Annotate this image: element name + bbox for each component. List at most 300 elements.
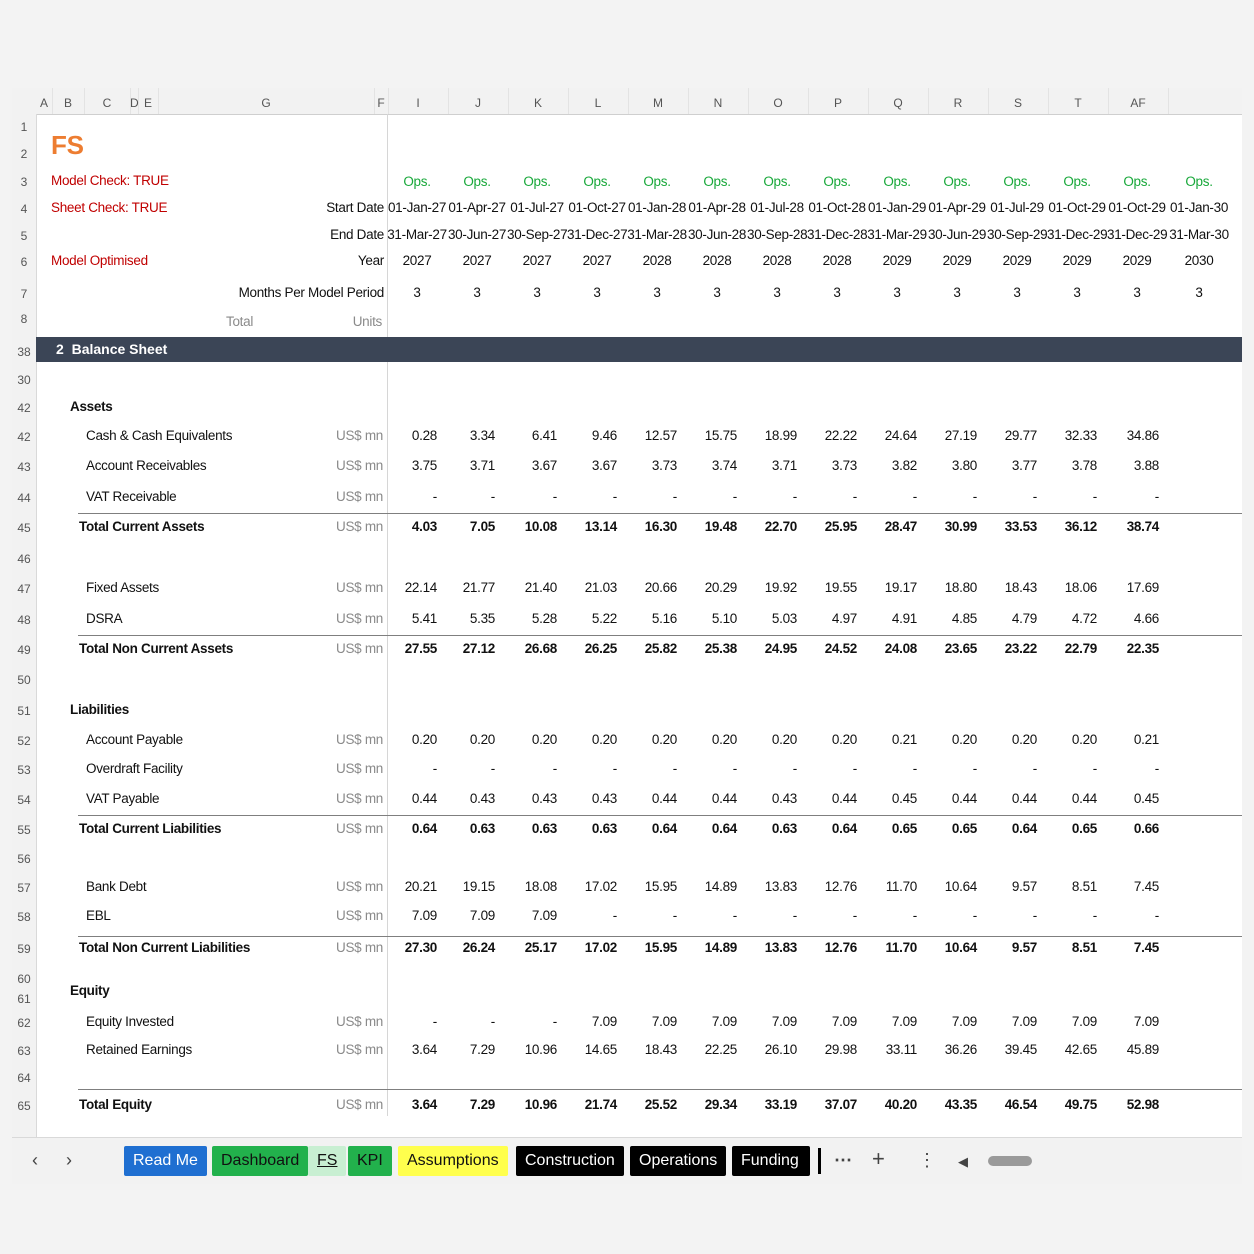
column-letter-m[interactable]: M <box>628 88 689 114</box>
value-cell[interactable]: 18.99 <box>764 428 797 443</box>
value-cell[interactable]: - <box>912 489 917 504</box>
value-cell[interactable]: 18.43 <box>1004 580 1037 595</box>
value-cell[interactable]: 22.35 <box>1126 641 1159 656</box>
value-cell[interactable]: 0.64 <box>651 821 677 836</box>
chevron-left-icon[interactable]: ‹ <box>32 1150 38 1170</box>
value-cell[interactable]: 5.03 <box>771 611 797 626</box>
value-cell[interactable]: 24.95 <box>764 641 797 656</box>
value-cell[interactable]: 7.09 <box>771 1014 797 1029</box>
value-cell[interactable]: - <box>490 489 495 504</box>
value-cell[interactable]: 12.76 <box>824 940 857 955</box>
value-cell[interactable]: - <box>672 489 677 504</box>
value-cell[interactable]: 0.64 <box>411 821 437 836</box>
value-cell[interactable]: 17.02 <box>584 940 617 955</box>
value-cell[interactable]: 0.65 <box>891 821 917 836</box>
value-cell[interactable]: 18.08 <box>524 879 557 894</box>
value-cell[interactable]: 0.43 <box>591 791 617 806</box>
value-cell[interactable]: 3.71 <box>771 458 797 473</box>
value-cell[interactable]: 26.24 <box>462 940 495 955</box>
value-cell[interactable]: 36.26 <box>944 1042 977 1057</box>
value-cell[interactable]: 3.82 <box>891 458 917 473</box>
column-letter-q[interactable]: Q <box>868 88 929 114</box>
value-cell[interactable]: - <box>852 761 857 776</box>
value-cell[interactable]: 25.95 <box>824 519 857 534</box>
value-cell[interactable]: 21.77 <box>462 580 495 595</box>
value-cell[interactable]: 28.47 <box>884 519 917 534</box>
value-cell[interactable]: 0.20 <box>531 732 557 747</box>
value-cell[interactable]: 0.65 <box>951 821 977 836</box>
value-cell[interactable]: - <box>912 761 917 776</box>
horizontal-scrollbar-thumb[interactable] <box>988 1156 1032 1166</box>
value-cell[interactable]: 11.70 <box>885 879 917 894</box>
value-cell[interactable]: 9.57 <box>1011 879 1037 894</box>
value-cell[interactable]: 7.09 <box>469 908 495 923</box>
value-cell[interactable]: 0.43 <box>531 791 557 806</box>
value-cell[interactable]: 26.25 <box>584 641 617 656</box>
value-cell[interactable]: 15.75 <box>704 428 737 443</box>
column-letter-a[interactable]: A <box>36 88 53 114</box>
row-number[interactable]: 5 <box>20 229 28 243</box>
tab-kpi[interactable]: KPI <box>348 1146 392 1176</box>
column-letter-t[interactable]: T <box>1048 88 1109 114</box>
row-number[interactable]: 45 <box>17 521 31 535</box>
column-letter-g[interactable]: G <box>158 88 375 114</box>
value-cell[interactable]: 7.09 <box>1011 1014 1037 1029</box>
value-cell[interactable]: 0.63 <box>591 821 617 836</box>
value-cell[interactable]: 25.38 <box>704 641 737 656</box>
tab-construction[interactable]: Construction <box>516 1146 624 1176</box>
value-cell[interactable]: 40.20 <box>884 1097 917 1112</box>
period-flags: Ops. <box>883 174 911 189</box>
value-cell[interactable]: 7.29 <box>469 1042 495 1057</box>
value-cell[interactable]: 10.64 <box>944 879 977 894</box>
column-header-bar <box>12 88 1242 115</box>
row-number[interactable]: 46 <box>17 552 31 566</box>
period-end-dates: 30-Jun-28 <box>687 227 747 242</box>
value-cell[interactable]: 4.66 <box>1133 611 1159 626</box>
period-start-dates: 01-Jan-27 <box>387 200 447 215</box>
value-cell[interactable]: 0.20 <box>469 732 495 747</box>
value-cell[interactable]: 25.82 <box>644 641 677 656</box>
value-cell[interactable]: 0.20 <box>771 732 797 747</box>
value-cell[interactable]: 15.95 <box>644 940 677 955</box>
value-cell[interactable]: - <box>612 761 617 776</box>
value-cell[interactable]: 22.25 <box>704 1042 737 1057</box>
value-cell[interactable]: 7.09 <box>1071 1014 1097 1029</box>
value-cell[interactable]: 3.74 <box>711 458 737 473</box>
tab-funding[interactable]: Funding <box>732 1146 810 1176</box>
value-cell[interactable]: 27.12 <box>462 641 495 656</box>
value-cell[interactable]: 14.89 <box>704 940 737 955</box>
period-start-dates: 01-Apr-29 <box>928 200 986 215</box>
value-cell[interactable]: - <box>792 908 797 923</box>
value-cell[interactable]: 20.66 <box>644 580 677 595</box>
column-letter-n[interactable]: N <box>688 88 749 114</box>
row-number[interactable]: 63 <box>17 1044 31 1058</box>
value-cell[interactable]: - <box>972 908 977 923</box>
value-cell[interactable]: 7.09 <box>531 908 557 923</box>
value-cell[interactable]: - <box>852 489 857 504</box>
value-cell[interactable]: 14.89 <box>704 879 737 894</box>
value-cell[interactable]: 0.44 <box>411 791 437 806</box>
value-cell[interactable]: 14.65 <box>584 1042 617 1057</box>
value-cell[interactable]: 0.63 <box>469 821 495 836</box>
value-cell[interactable]: 3.64 <box>411 1097 437 1112</box>
row-number[interactable]: 1 <box>20 120 28 134</box>
value-cell[interactable]: 4.97 <box>831 611 857 626</box>
row-number[interactable]: 64 <box>17 1071 31 1085</box>
value-cell[interactable]: - <box>432 761 437 776</box>
row-number[interactable]: 48 <box>17 613 31 627</box>
value-cell[interactable]: 25.17 <box>524 940 557 955</box>
spreadsheet-grid[interactable] <box>12 88 1242 1184</box>
value-cell[interactable]: 0.64 <box>711 821 737 836</box>
value-cell[interactable]: 27.19 <box>944 428 977 443</box>
value-cell[interactable]: 7.05 <box>469 519 495 534</box>
value-cell[interactable]: 34.86 <box>1126 428 1159 443</box>
value-cell[interactable]: 16.30 <box>644 519 677 534</box>
value-cell[interactable]: 8.51 <box>1071 940 1097 955</box>
value-cell[interactable]: - <box>1154 908 1159 923</box>
value-cell[interactable]: 9.46 <box>591 428 617 443</box>
value-cell[interactable]: 11.70 <box>885 940 917 955</box>
tab-assumptions[interactable]: Assumptions <box>398 1146 508 1176</box>
tab-fs[interactable]: FS <box>308 1146 346 1176</box>
row-number[interactable]: 7 <box>20 287 28 301</box>
value-cell[interactable]: 17.02 <box>584 879 617 894</box>
value-cell[interactable]: 0.45 <box>1133 791 1159 806</box>
value-cell[interactable]: 49.75 <box>1064 1097 1097 1112</box>
value-cell[interactable]: 23.22 <box>1004 641 1037 656</box>
row-number[interactable]: 4 <box>20 202 28 216</box>
value-cell[interactable]: 3.67 <box>591 458 617 473</box>
value-cell[interactable]: 27.30 <box>404 940 437 955</box>
value-cell[interactable]: 52.98 <box>1126 1097 1159 1112</box>
value-cell[interactable]: 29.77 <box>1004 428 1037 443</box>
value-cell[interactable]: 7.45 <box>1133 879 1159 894</box>
row-number[interactable]: 55 <box>17 823 31 837</box>
row-number[interactable]: 62 <box>17 1016 31 1030</box>
column-letter-k[interactable]: K <box>508 88 569 114</box>
caret-left-icon[interactable]: ◀ <box>958 1154 968 1169</box>
value-cell[interactable]: 4.72 <box>1071 611 1097 626</box>
row-number[interactable]: 47 <box>17 582 31 596</box>
value-cell[interactable]: 33.11 <box>885 1042 917 1057</box>
column-letter-af[interactable]: AF <box>1108 88 1169 114</box>
row-number[interactable]: 6 <box>20 255 28 269</box>
row-number[interactable]: 57 <box>17 881 31 895</box>
value-cell[interactable]: 0.28 <box>411 428 437 443</box>
value-cell[interactable]: 7.09 <box>651 1014 677 1029</box>
value-cell[interactable]: 7.45 <box>1133 940 1159 955</box>
value-cell[interactable]: 3.64 <box>411 1042 437 1057</box>
row-number[interactable]: 53 <box>17 763 31 777</box>
value-cell[interactable]: 19.92 <box>764 580 797 595</box>
value-cell[interactable]: 5.16 <box>651 611 677 626</box>
column-letter-c[interactable]: C <box>84 88 131 114</box>
column-letter-f[interactable]: F <box>374 88 389 114</box>
value-cell[interactable]: - <box>552 489 557 504</box>
value-cell[interactable]: 45.89 <box>1126 1042 1159 1057</box>
value-cell[interactable]: 3.73 <box>831 458 857 473</box>
value-cell[interactable]: 0.44 <box>651 791 677 806</box>
value-cell[interactable]: 4.03 <box>411 519 437 534</box>
value-cell[interactable]: 3.71 <box>469 458 495 473</box>
value-cell[interactable]: 0.64 <box>1011 821 1037 836</box>
row-number[interactable]: 65 <box>17 1099 31 1113</box>
value-cell[interactable]: 0.20 <box>591 732 617 747</box>
value-cell[interactable]: 21.40 <box>524 580 557 595</box>
value-cell[interactable]: 19.48 <box>704 519 737 534</box>
value-cell[interactable]: 3.67 <box>531 458 557 473</box>
value-cell[interactable]: 0.65 <box>1071 821 1097 836</box>
value-cell[interactable]: 0.20 <box>411 732 437 747</box>
value-cell[interactable]: 20.29 <box>704 580 737 595</box>
value-cell[interactable]: 22.22 <box>824 428 857 443</box>
value-cell[interactable]: 7.09 <box>1133 1014 1159 1029</box>
value-cell[interactable]: - <box>972 489 977 504</box>
value-cell[interactable]: 3.34 <box>469 428 495 443</box>
value-cell[interactable]: - <box>1032 489 1037 504</box>
value-cell[interactable]: - <box>852 908 857 923</box>
row-number[interactable]: 54 <box>17 793 31 807</box>
tab-dashboard[interactable]: Dashboard <box>212 1146 308 1176</box>
value-cell[interactable]: 7.09 <box>831 1014 857 1029</box>
value-cell[interactable]: 17.69 <box>1126 580 1159 595</box>
column-letter-l[interactable]: L <box>568 88 629 114</box>
row-number[interactable]: 38 <box>17 345 31 359</box>
value-cell[interactable]: - <box>792 489 797 504</box>
value-cell[interactable]: 19.17 <box>884 580 917 595</box>
value-cell[interactable]: 9.57 <box>1011 940 1037 955</box>
value-cell[interactable]: 37.07 <box>824 1097 857 1112</box>
value-cell[interactable]: - <box>792 761 797 776</box>
value-cell[interactable]: 6.41 <box>531 428 557 443</box>
value-cell[interactable]: 26.10 <box>764 1042 797 1057</box>
value-cell[interactable]: 10.96 <box>524 1097 557 1112</box>
value-cell[interactable]: 5.35 <box>469 611 495 626</box>
value-cell[interactable]: 39.45 <box>1004 1042 1037 1057</box>
value-cell[interactable]: - <box>432 1014 437 1029</box>
value-cell[interactable]: 0.66 <box>1133 821 1159 836</box>
value-cell[interactable]: 4.91 <box>891 611 917 626</box>
value-cell[interactable]: 5.28 <box>531 611 557 626</box>
value-cell[interactable]: 0.64 <box>831 821 857 836</box>
value-cell[interactable]: 24.08 <box>884 641 917 656</box>
value-cell[interactable]: 18.80 <box>944 580 977 595</box>
row-number[interactable]: 8 <box>20 312 28 326</box>
value-cell[interactable]: 0.63 <box>531 821 557 836</box>
row-number[interactable]: 30 <box>17 373 31 387</box>
value-cell[interactable]: 23.65 <box>944 641 977 656</box>
value-cell[interactable]: 26.68 <box>524 641 557 656</box>
plus-icon[interactable]: + <box>872 1146 885 1171</box>
row-number[interactable]: 56 <box>17 852 31 866</box>
value-cell[interactable]: 32.33 <box>1064 428 1097 443</box>
value-cell[interactable]: 0.44 <box>831 791 857 806</box>
value-cell[interactable]: 7.09 <box>591 1014 617 1029</box>
value-cell[interactable]: 3.77 <box>1011 458 1037 473</box>
value-cell[interactable]: 4.79 <box>1011 611 1037 626</box>
value-cell[interactable]: 13.14 <box>584 519 617 534</box>
value-cell[interactable]: 3.75 <box>411 458 437 473</box>
value-cell[interactable]: - <box>732 489 737 504</box>
value-cell[interactable]: 22.70 <box>764 519 797 534</box>
row-number[interactable]: 51 <box>17 704 31 718</box>
value-cell[interactable]: - <box>432 489 437 504</box>
value-cell[interactable]: 21.74 <box>584 1097 617 1112</box>
row-number[interactable]: 44 <box>17 491 31 505</box>
value-cell[interactable]: 0.43 <box>771 791 797 806</box>
row-number[interactable]: 60 <box>17 972 31 986</box>
value-cell[interactable]: 22.79 <box>1064 641 1097 656</box>
value-cell[interactable]: 0.20 <box>651 732 677 747</box>
value-cell[interactable]: 42.65 <box>1064 1042 1097 1057</box>
ellipsis-icon[interactable]: ⋯ <box>834 1150 852 1170</box>
value-cell[interactable]: 0.44 <box>1011 791 1037 806</box>
value-cell[interactable]: 24.52 <box>824 641 857 656</box>
value-cell[interactable]: 0.20 <box>1011 732 1037 747</box>
value-cell[interactable]: - <box>1092 489 1097 504</box>
value-cell[interactable]: 18.43 <box>644 1042 677 1057</box>
row-number[interactable]: 59 <box>17 942 31 956</box>
value-cell[interactable]: - <box>972 761 977 776</box>
value-cell[interactable]: 25.52 <box>644 1097 677 1112</box>
value-cell[interactable]: 3.80 <box>951 458 977 473</box>
value-cell[interactable]: - <box>1032 908 1037 923</box>
value-cell[interactable]: 30.99 <box>944 519 977 534</box>
value-cell[interactable]: 0.20 <box>951 732 977 747</box>
value-cell[interactable]: 0.44 <box>711 791 737 806</box>
value-cell[interactable]: - <box>612 908 617 923</box>
value-cell[interactable]: - <box>912 908 917 923</box>
value-cell[interactable]: 0.21 <box>1133 732 1159 747</box>
value-cell[interactable]: - <box>612 489 617 504</box>
value-cell[interactable]: 13.83 <box>764 940 797 955</box>
value-cell[interactable]: 20.21 <box>404 879 437 894</box>
row-number[interactable]: 42 <box>17 401 31 415</box>
value-cell[interactable]: 12.57 <box>644 428 677 443</box>
vertical-dots-icon[interactable]: ⋮ <box>918 1150 936 1170</box>
value-cell[interactable]: 4.85 <box>951 611 977 626</box>
value-cell[interactable]: 36.12 <box>1064 519 1097 534</box>
row-number[interactable]: 50 <box>17 673 31 687</box>
row-number[interactable]: 49 <box>17 643 31 657</box>
value-cell[interactable]: 5.22 <box>591 611 617 626</box>
value-cell[interactable]: 0.63 <box>771 821 797 836</box>
value-cell[interactable]: - <box>732 761 737 776</box>
value-cell[interactable]: 27.55 <box>404 641 437 656</box>
value-cell[interactable]: 12.76 <box>824 879 857 894</box>
value-cell[interactable]: 29.34 <box>704 1097 737 1112</box>
value-cell[interactable]: - <box>490 761 495 776</box>
value-cell[interactable]: 0.44 <box>951 791 977 806</box>
row-number[interactable]: 58 <box>17 910 31 924</box>
chevron-right-icon[interactable]: › <box>66 1150 72 1170</box>
value-cell[interactable]: - <box>1092 761 1097 776</box>
value-cell[interactable]: 46.54 <box>1004 1097 1037 1112</box>
value-cell[interactable]: 5.41 <box>411 611 437 626</box>
column-letter-r[interactable]: R <box>928 88 989 114</box>
value-cell[interactable]: 7.09 <box>411 908 437 923</box>
row-number[interactable]: 43 <box>17 460 31 474</box>
value-cell[interactable]: - <box>552 761 557 776</box>
column-letter-d[interactable]: D <box>130 88 139 114</box>
value-cell[interactable]: 13.83 <box>764 879 797 894</box>
value-cell[interactable]: 7.09 <box>951 1014 977 1029</box>
row-number[interactable]: 61 <box>17 992 31 1006</box>
tab-read-me[interactable]: Read Me <box>124 1146 207 1176</box>
value-cell[interactable]: 0.44 <box>1071 791 1097 806</box>
value-cell[interactable]: 10.96 <box>524 1042 557 1057</box>
value-cell[interactable]: 0.43 <box>469 791 495 806</box>
value-cell[interactable]: 0.21 <box>891 732 917 747</box>
value-cell[interactable]: 24.64 <box>884 428 917 443</box>
value-cell[interactable]: 19.55 <box>824 580 857 595</box>
value-cell[interactable]: 33.53 <box>1004 519 1037 534</box>
column-letter-b[interactable]: B <box>52 88 85 114</box>
value-cell[interactable]: - <box>672 908 677 923</box>
period-end-dates: 30-Jun-29 <box>927 227 987 242</box>
row-number[interactable]: 2 <box>20 147 28 161</box>
value-cell[interactable]: 15.95 <box>644 879 677 894</box>
value-cell[interactable]: 19.15 <box>462 879 495 894</box>
value-cell[interactable]: 21.03 <box>584 580 617 595</box>
value-cell[interactable]: 8.51 <box>1071 879 1097 894</box>
value-cell[interactable]: 3.88 <box>1133 458 1159 473</box>
value-cell[interactable]: - <box>490 1014 495 1029</box>
value-cell[interactable]: 43.35 <box>944 1097 977 1112</box>
value-cell[interactable]: - <box>1154 489 1159 504</box>
value-cell[interactable]: 3.78 <box>1071 458 1097 473</box>
value-cell[interactable]: 3.73 <box>651 458 677 473</box>
column-letter-o[interactable]: O <box>748 88 809 114</box>
value-cell[interactable]: 0.20 <box>711 732 737 747</box>
row-number[interactable]: 42 <box>17 430 31 444</box>
value-cell[interactable]: 29.98 <box>824 1042 857 1057</box>
row-number[interactable]: 52 <box>17 734 31 748</box>
column-letter-e[interactable]: E <box>138 88 159 114</box>
value-cell[interactable]: - <box>1092 908 1097 923</box>
end-date-label: End Date <box>330 227 384 242</box>
column-letter-i[interactable]: I <box>388 88 449 114</box>
value-cell[interactable]: 22.14 <box>404 580 437 595</box>
value-cell[interactable]: 7.09 <box>711 1014 737 1029</box>
value-cell[interactable]: 0.20 <box>1071 732 1097 747</box>
column-letter-j[interactable]: J <box>448 88 509 114</box>
value-cell[interactable]: 5.10 <box>711 611 737 626</box>
value-cell[interactable]: 7.29 <box>469 1097 495 1112</box>
value-cell[interactable]: - <box>732 908 737 923</box>
value-cell[interactable]: 0.45 <box>891 791 917 806</box>
value-cell[interactable]: 10.64 <box>944 940 977 955</box>
row-label: Bank Debt <box>86 879 147 894</box>
value-cell[interactable]: 18.06 <box>1064 580 1097 595</box>
column-letter-s[interactable]: S <box>988 88 1049 114</box>
tab-operations[interactable]: Operations <box>630 1146 726 1176</box>
value-cell[interactable]: 33.19 <box>764 1097 797 1112</box>
column-letter-p[interactable]: P <box>808 88 869 114</box>
value-cell[interactable]: - <box>672 761 677 776</box>
value-cell[interactable]: - <box>552 1014 557 1029</box>
row-number[interactable]: 3 <box>20 175 28 189</box>
value-cell[interactable]: 0.20 <box>831 732 857 747</box>
value-cell[interactable]: 38.74 <box>1126 519 1159 534</box>
value-cell[interactable]: - <box>1032 761 1037 776</box>
value-cell[interactable]: 7.09 <box>891 1014 917 1029</box>
value-cell[interactable]: - <box>1154 761 1159 776</box>
value-cell[interactable]: 10.08 <box>524 519 557 534</box>
